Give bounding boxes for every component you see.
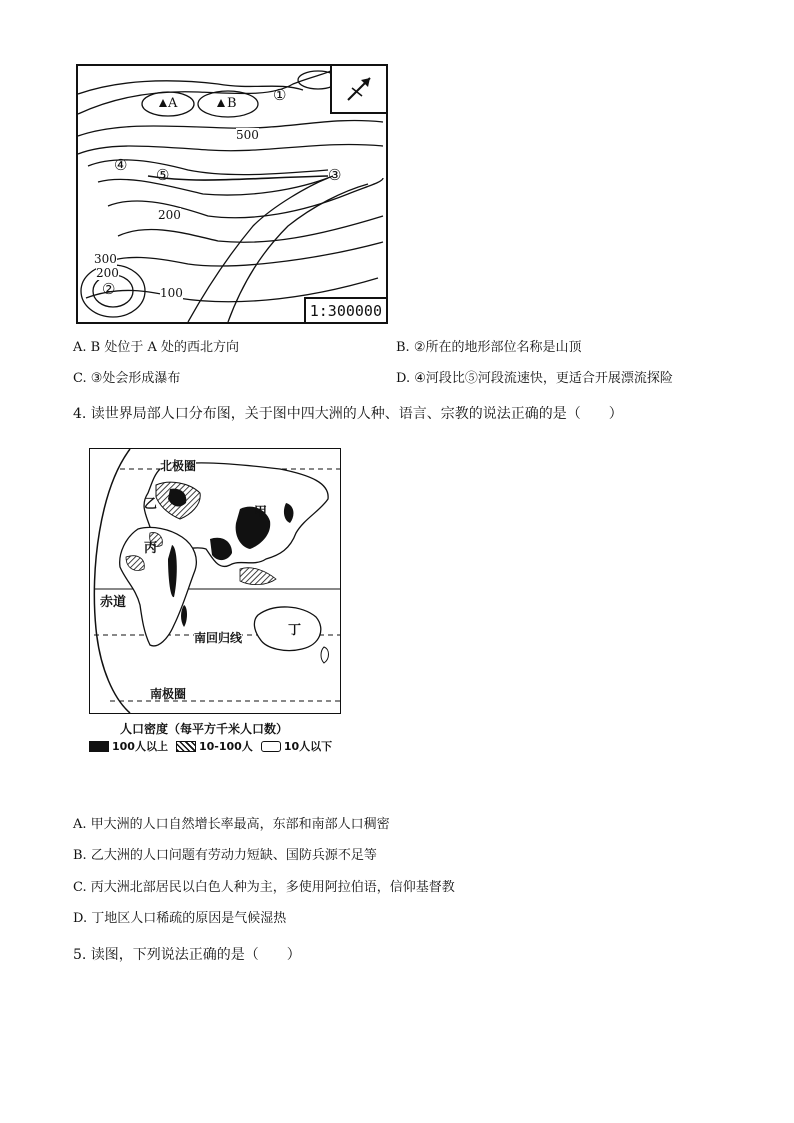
contour-label-200: 200 — [158, 208, 181, 222]
peak-b-marker — [217, 99, 225, 107]
q4-option-d[interactable]: D. 丁地区人口稀疏的原因是气候湿热 — [73, 911, 287, 926]
legend-label-high: 100人以上 — [112, 740, 168, 753]
peak-a-marker — [159, 99, 167, 107]
contour-map-figure — [76, 64, 388, 324]
point-label-3: ③ — [328, 166, 342, 184]
q4-option-b[interactable]: B. 乙大洲的人口问题有劳动力短缺、国防兵源不足等 — [73, 848, 377, 863]
legend-row — [89, 738, 332, 754]
point-label-1: ① — [273, 86, 287, 104]
legend-swatch-mid — [176, 741, 196, 752]
map-label-yi: 乙 — [144, 497, 158, 512]
contour-label-200-low: 200 — [96, 266, 119, 280]
river-line — [148, 176, 328, 180]
legend-label-low: 10人以下 — [283, 740, 333, 753]
north-arrow-icon — [332, 66, 386, 112]
point-label-a: A — [168, 96, 178, 111]
contour-line — [78, 66, 334, 114]
map-label-antarctic: 南极圈 — [150, 687, 187, 701]
map-label-bing: 丙 — [144, 541, 158, 556]
legend-swatch-high — [89, 741, 109, 752]
point-label-2: ② — [102, 280, 116, 298]
map-label-jia: 甲 — [254, 505, 268, 520]
q4-option-c[interactable]: C. 丙大洲北部居民以白色人种为主，多使用阿拉伯语，信仰基督教 — [73, 880, 455, 895]
legend-swatch-low — [261, 741, 281, 752]
map-label-arctic: 北极圈 — [160, 459, 197, 473]
contour-line — [108, 178, 383, 218]
contour-label-300: 300 — [94, 252, 117, 266]
compass-box — [330, 66, 386, 114]
map-label-ding: 丁 — [288, 623, 302, 638]
legend-label-mid: 10-100人 — [198, 740, 253, 753]
point-label-5: ⑤ — [156, 166, 170, 184]
q4-option-a[interactable]: A. 甲大洲的人口自然增长率最高，东部和南部人口稠密 — [73, 817, 390, 832]
contour-line — [98, 242, 383, 266]
globe-outline — [94, 449, 130, 713]
q5-stem: 5. 读图，下列说法正确的是（ ） — [73, 947, 301, 963]
contour-line — [78, 120, 383, 136]
map-label-tropic: 南回归线 — [194, 631, 243, 645]
q3-option-b[interactable]: B. ②所在的地形部位名称是山顶 — [396, 340, 582, 355]
q4-stem: 4. 读世界局部人口分布图，关于图中四大洲的人种、语言、宗教的说法正确的是（ ） — [73, 406, 623, 422]
contour-label-100: 100 — [160, 286, 183, 300]
point-label-4: ④ — [114, 156, 128, 174]
q3-option-d[interactable]: D. ④河段比⑤河段流速快，更适合开展漂流探险 — [396, 371, 673, 386]
contour-line — [78, 144, 383, 154]
scale-box — [304, 297, 386, 322]
legend-title: 人口密度（每平方千米人口数） — [120, 722, 289, 736]
map-label-equator: 赤道 — [100, 595, 127, 610]
new-zealand-island — [321, 647, 329, 663]
q3-option-c[interactable]: C. ③处会形成瀑布 — [73, 371, 181, 386]
scale-text: 1:300000 — [309, 302, 382, 320]
q3-option-a[interactable]: A. B 处位于 A 处的西北方向 — [73, 340, 239, 355]
population-map — [90, 449, 340, 713]
sea-islands — [240, 568, 276, 585]
madagascar-island — [181, 605, 187, 627]
contour-line — [98, 176, 333, 195]
point-label-b: B — [227, 96, 237, 111]
contour-label-500: 500 — [236, 128, 259, 142]
population-map-figure — [89, 448, 341, 714]
